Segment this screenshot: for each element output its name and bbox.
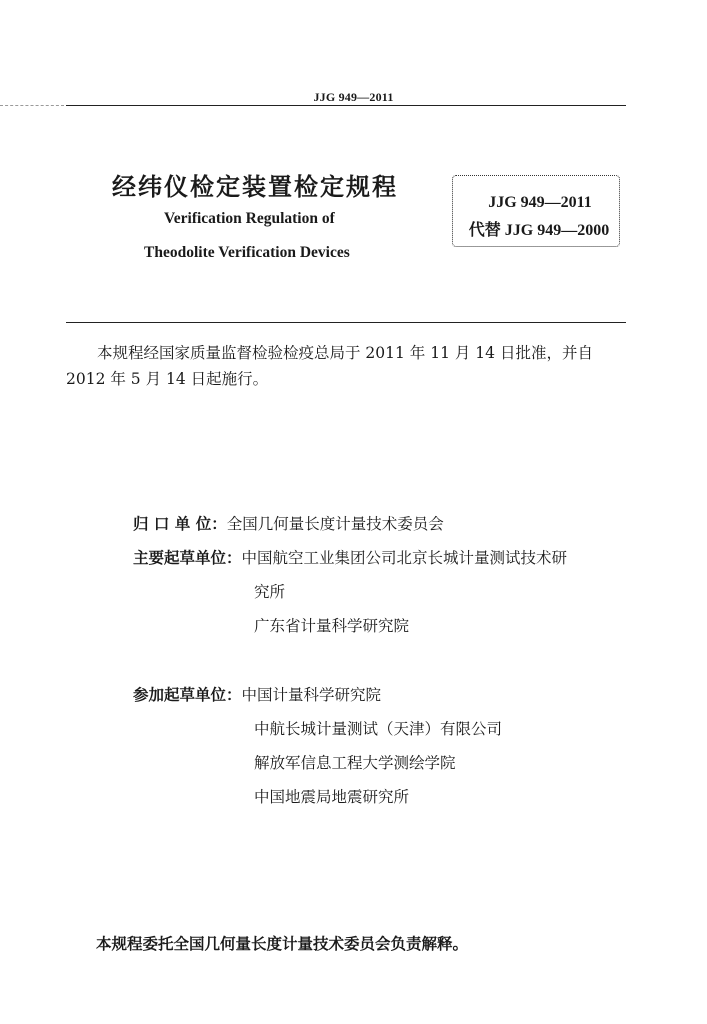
document-code-header: JJG 949—2011 <box>313 90 394 104</box>
participating-unit-label: 参加起草单位： <box>133 686 242 704</box>
main-drafting-unit-label: 主要起草单位： <box>133 549 242 567</box>
responsible-unit-row <box>133 512 444 534</box>
main-drafting-unit-2: 广东省计量科学研究院 <box>254 617 410 635</box>
responsible-unit-label: 归 口 单 位： <box>133 515 227 533</box>
participating-unit-4: 中国地震局地震研究所 <box>254 788 410 806</box>
participating-unit-2: 中航长城计量测试（天津）有限公司 <box>254 720 503 738</box>
participating-unit-1: 中国计量科学研究院 <box>241 686 382 704</box>
document-title-english-line1: Verification Regulation of <box>164 210 335 227</box>
header-dashed-rule <box>0 105 64 106</box>
approval-statement: 本规程经国家质量监督检验检疫总局于 2011 年 11 月 14 日批准，并自 2012 年 5 月 14 日起施行。 <box>66 344 593 388</box>
document-title-english-line2: Theodolite Verification Devices <box>144 244 350 261</box>
section-rule <box>66 322 626 323</box>
participating-unit-3: 解放军信息工程大学测绘学院 <box>254 754 456 772</box>
responsible-unit-value: 全国几何量长度计量技术委员会 <box>226 515 444 533</box>
standard-code: JJG 949—2011 <box>488 194 592 211</box>
participating-unit-row <box>133 683 381 705</box>
main-drafting-unit-1-continued: 究所 <box>254 583 286 601</box>
main-drafting-unit-row <box>133 546 567 568</box>
document-title-chinese: 经纬仪检定装置检定规程 <box>112 173 398 201</box>
main-drafting-unit-1: 中国航空工业集团公司北京长城计量测试技术研 <box>241 549 568 567</box>
replaced-standard-code: 代替 JJG 949—2000 <box>468 222 610 239</box>
interpretation-note: 本规程委托全国几何量长度计量技术委员会负责解释。 <box>96 935 469 953</box>
header-rule <box>66 105 626 106</box>
